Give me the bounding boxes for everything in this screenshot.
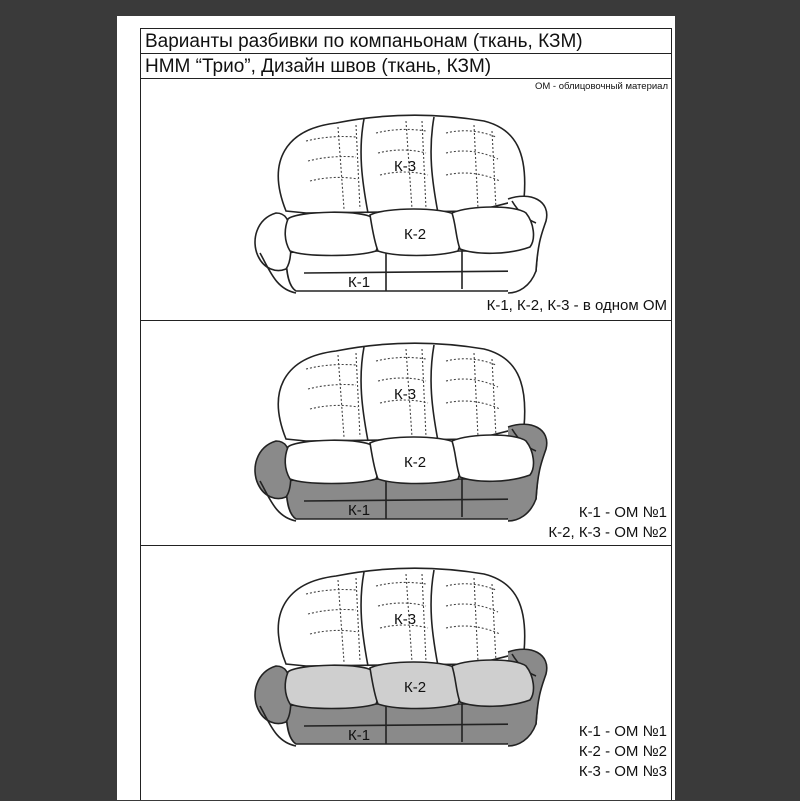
panel-variant-2: [141, 321, 671, 546]
label-k1: К-1: [348, 274, 371, 291]
seat-cushion-right: [452, 660, 533, 706]
table-frame: [140, 28, 672, 800]
seat-cushion-left: [285, 440, 379, 483]
sofa-drawing-2: [246, 329, 556, 539]
seat-cushion-left: [285, 665, 379, 708]
panel-variant-3: [141, 546, 671, 801]
label-k3: К-3: [394, 158, 417, 175]
title-line-1: Варианты разбивки по компаньонам (ткань, КЗМ): [141, 29, 671, 54]
caption-line: К-2 - ОМ №2: [578, 743, 667, 760]
sofa-drawing-3: [246, 554, 556, 764]
label-k2: К-2: [404, 226, 427, 243]
document-sheet: [117, 0, 675, 800]
seat-cushion-right: [452, 207, 533, 253]
label-k3: К-3: [394, 611, 417, 628]
caption-line: К-1 - ОМ №1: [578, 723, 667, 740]
seat-cushion-right: [452, 435, 533, 481]
seat-cushion-left: [285, 212, 379, 255]
caption-line: К-1 - ОМ №1: [578, 504, 667, 521]
title-line-2: НММ “Трио”, Дизайн швов (ткань, КЗМ): [141, 54, 671, 79]
label-k1: К-1: [348, 502, 371, 519]
caption-variant-2: [548, 503, 667, 543]
label-k1: К-1: [348, 727, 371, 744]
legend-note: ОМ - облицовочный материал: [534, 81, 668, 92]
caption-line: К-2, К-3 - ОМ №2: [548, 524, 667, 541]
sofa-drawing-1: [246, 101, 556, 311]
caption-variant-1: [487, 296, 667, 316]
caption-line: К-1, К-2, К-3 - в одном ОМ: [486, 297, 667, 314]
caption-variant-3: [579, 722, 667, 782]
top-bar: [117, 0, 675, 16]
label-k2: К-2: [404, 454, 427, 471]
label-k3: К-3: [394, 386, 417, 403]
caption-line: К-3 - ОМ №3: [578, 763, 667, 780]
panel-variant-1: [141, 79, 671, 321]
label-k2: К-2: [404, 679, 427, 696]
